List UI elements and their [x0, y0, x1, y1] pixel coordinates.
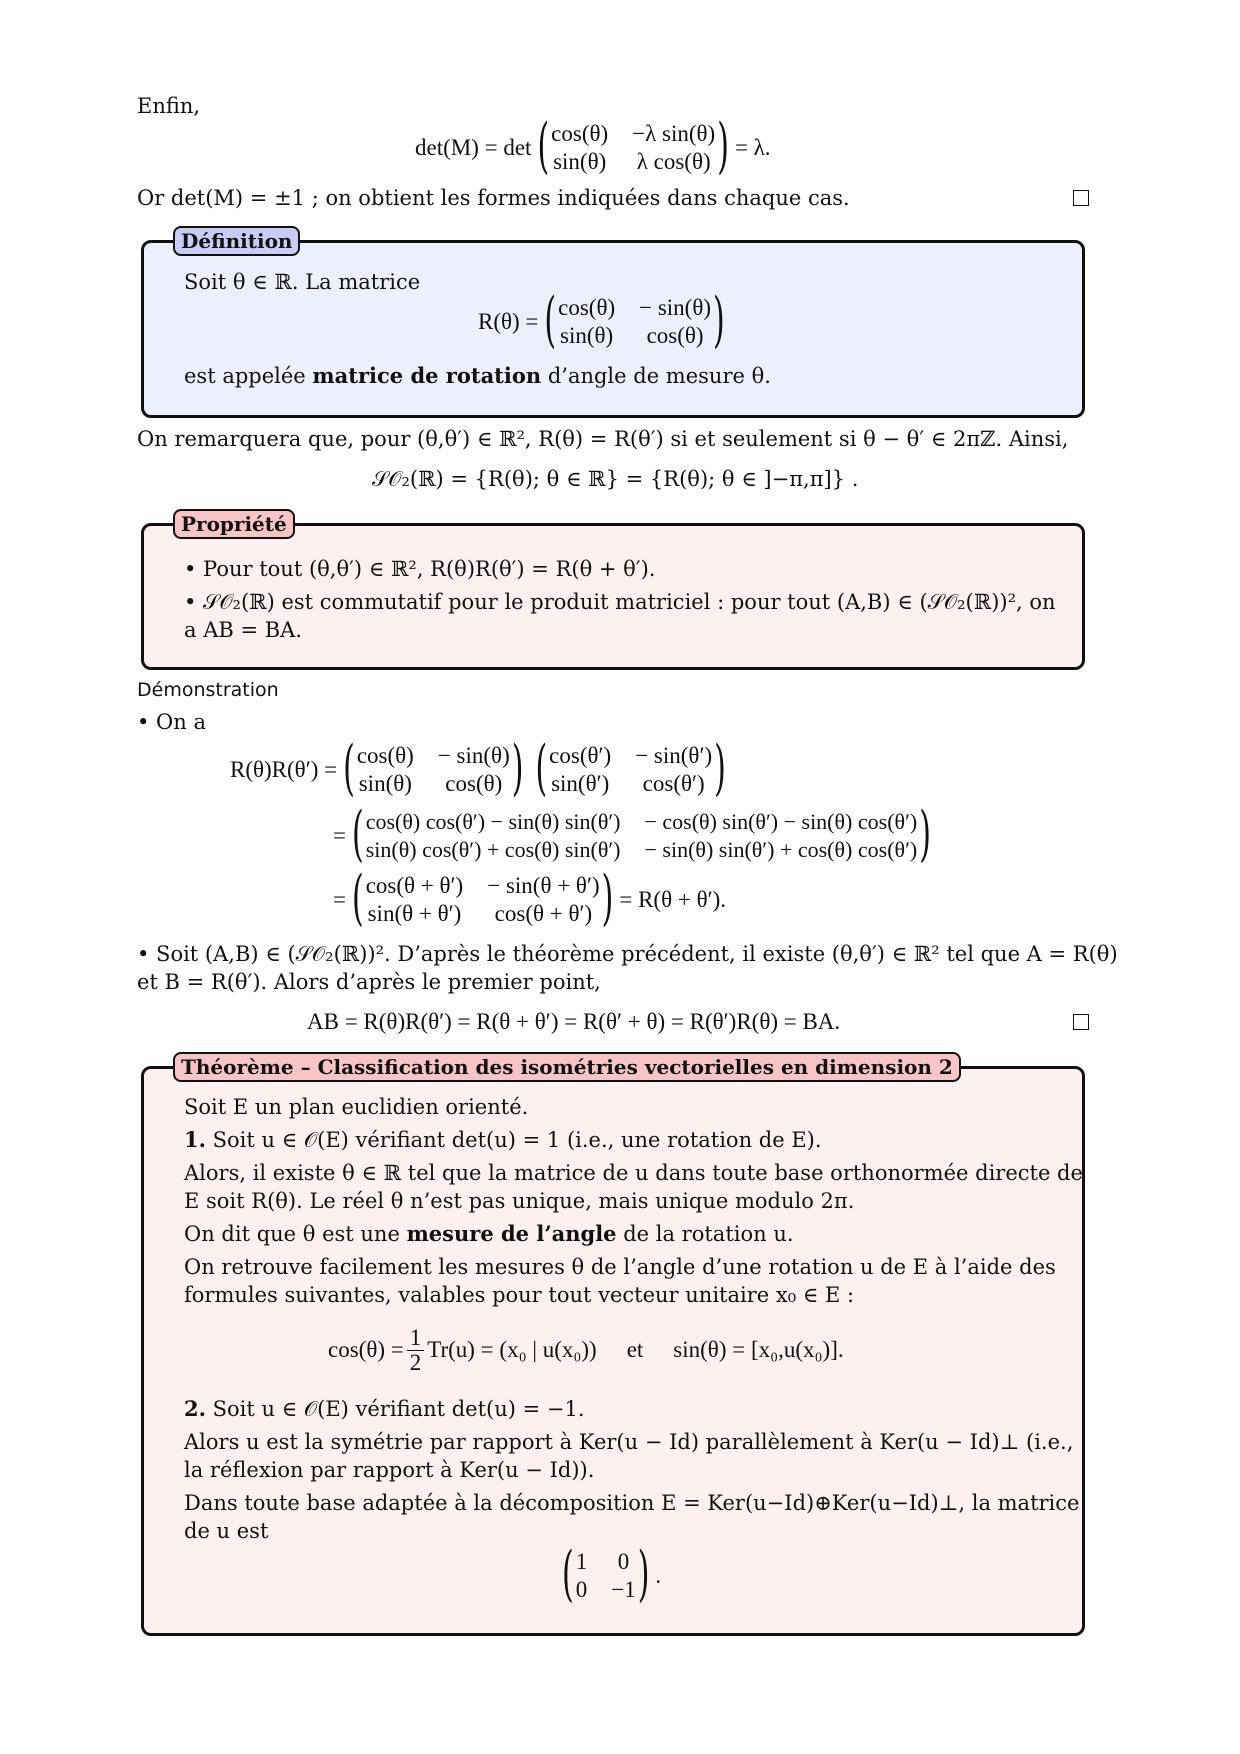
m3-01: − cos(θ) sin(θ′) − sin(θ) cos(θ′)	[644, 809, 918, 834]
thm-l2-text: Soit u ∈ 𝒪(E) vérifiant det(u) = 1 (i.e., une rotation de E).	[212, 1128, 822, 1152]
final-matrix: ( 1 0 0 −1 )	[562, 1540, 650, 1610]
r-matrix: ( cos(θ) − sin(θ) sin(θ) cos(θ) )	[544, 286, 725, 356]
m1-10: sin(θ)	[358, 771, 412, 796]
m1-11: cos(θ)	[445, 771, 503, 796]
thm-l7: formules suivantes, valables pour tout vecteur unitaire x₀ ∈ E :	[184, 1283, 855, 1307]
fm-00: 1	[575, 1549, 588, 1574]
qed-square-2	[1073, 1014, 1089, 1030]
demo-eq2	[333, 800, 937, 870]
demo-eq3	[333, 864, 727, 934]
qed-square-1	[1073, 190, 1089, 206]
property-tag: Propriété	[173, 509, 295, 539]
definition-line2	[184, 362, 771, 390]
thm-formulas	[328, 1322, 844, 1378]
thm-l8	[184, 1395, 585, 1423]
thm-l8-text: Soit u ∈ 𝒪(E) vérifiant det(u) = −1.	[212, 1397, 585, 1421]
r-lhs: R(θ) =	[478, 309, 539, 334]
m4-00: cos(θ + θ′)	[365, 873, 464, 898]
m1-01: − sin(θ)	[437, 743, 510, 768]
det-equation	[415, 112, 771, 182]
m1-00: cos(θ)	[356, 743, 414, 768]
thm-l8-num: 2.	[184, 1396, 206, 1421]
r-m-10: sin(θ)	[560, 323, 614, 348]
fm-10: 0	[575, 1577, 588, 1602]
thm-l2-num: 1.	[184, 1127, 206, 1152]
f-fraction	[407, 1326, 425, 1375]
m2-10: sin(θ′)	[551, 771, 610, 796]
m2-01: − sin(θ′)	[635, 743, 713, 768]
thm-l5-pre: On dit que θ est une	[184, 1222, 400, 1246]
f-sin: sin(θ) = [x₀,u(x₀)].	[673, 1337, 844, 1362]
eq1-lhs: R(θ)R(θ′) =	[230, 757, 338, 782]
thm-l4: E soit R(θ). Le réel θ n’est pas unique, mais unique modulo 2π.	[184, 1189, 855, 1213]
m2-11: cos(θ′)	[642, 771, 705, 796]
m3-10: sin(θ) cos(θ′) + cos(θ) sin(θ′)	[365, 837, 621, 862]
demo-m1: ( cos(θ) − sin(θ) sin(θ) cos(θ) )	[343, 734, 524, 804]
demo-on-a: • On a	[137, 710, 206, 734]
intro-enfin: Enfin,	[137, 94, 201, 118]
demo-m4: ( cos(θ + θ′) − sin(θ + θ′) sin(θ + θ′) cos(θ + θ′) )	[351, 864, 614, 934]
m2-00: cos(θ′)	[549, 743, 612, 768]
demo-p2-line2: et B = R(θ′). Alors d’après le premier point,	[137, 970, 601, 994]
property-item1: • Pour tout (θ,θ′) ∈ ℝ², R(θ)R(θ′) = R(θ + θ′).	[184, 557, 656, 581]
r-m-01: − sin(θ)	[639, 295, 712, 320]
m4-01: − sin(θ + θ′)	[487, 873, 600, 898]
demo-m2: ( cos(θ′) − sin(θ′) sin(θ′) cos(θ′) )	[535, 734, 726, 804]
eq2-sign: =	[333, 823, 346, 848]
theorem-tag: Théorème – Classification des isométries vectorielles en dimension 2	[173, 1052, 961, 1082]
thm-l11: Dans toute base adaptée à la décomposition E = Ker(u−Id)⊕Ker(u−Id)⊥, la matrice	[184, 1491, 1080, 1515]
demo-p2-line1: • Soit (A,B) ∈ (𝒮𝒪₂(ℝ))². D’après le théorème précédent, il existe (θ,θ′) ∈ ℝ² tel que A = R(θ)	[137, 942, 1118, 966]
f-den: 2	[409, 1349, 422, 1375]
thm-l9: Alors u est la symétrie par rapport à Ker(u − Id) parallèlement à Ker(u − Id)⊥ (i.e.,	[184, 1430, 1074, 1454]
intro-conclusion: Or det(M) = ±1 ; on obtient les formes indiquées dans chaque cas.	[137, 186, 850, 210]
m4-11: cos(θ + θ′)	[494, 901, 593, 926]
f-cos: cos(θ) =	[328, 1337, 404, 1362]
f-num: 1	[407, 1326, 425, 1351]
remark-so2: 𝒮𝒪₂(ℝ) = {R(θ); θ ∈ ℝ} = {R(θ); θ ∈ ]−π,π]} .	[372, 467, 859, 491]
rotation-matrix-def	[478, 286, 731, 356]
def-line2-post: d’angle de mesure θ.	[547, 364, 771, 388]
thm-l5-post: de la rotation u.	[623, 1222, 794, 1246]
definition-tag: Définition	[173, 226, 300, 256]
demo-p2-eq: AB = R(θ)R(θ′) = R(θ + θ′) = R(θ′ + θ) = R(θ′)R(θ) = BA.	[307, 1009, 841, 1034]
def-line2-bold: matrice de rotation	[312, 363, 542, 388]
def-line2-pre: est appelée	[184, 364, 306, 388]
thm-l10: la réflexion par rapport à Ker(u − Id)).	[184, 1458, 595, 1482]
f-et: et	[626, 1337, 644, 1362]
definition-line1: Soit θ ∈ ℝ. La matrice	[184, 270, 421, 294]
det-rhs: = λ.	[734, 135, 771, 160]
det-m-10: sin(θ)	[553, 149, 607, 174]
thm-l5	[184, 1220, 794, 1248]
eq3-rhs: = R(θ + θ′).	[619, 887, 727, 912]
r-m-11: cos(θ)	[646, 323, 704, 348]
demo-eq1	[230, 734, 732, 804]
m3-11: − sin(θ) sin(θ′) + cos(θ) cos(θ′)	[644, 837, 918, 862]
fm-11: −1	[611, 1577, 636, 1602]
m4-10: sin(θ + θ′)	[367, 901, 462, 926]
m3-00: cos(θ) cos(θ′) − sin(θ) sin(θ′)	[365, 809, 621, 834]
f-tr: Tr(u) = (x₀ | u(x₀))	[427, 1337, 597, 1362]
property-item2a: • 𝒮𝒪₂(ℝ) est commutatif pour le produit matriciel : pour tout (A,B) ∈ (𝒮𝒪₂(ℝ))², on	[184, 590, 1056, 614]
thm-l1: Soit E un plan euclidien orienté.	[184, 1095, 529, 1119]
thm-l3: Alors, il existe θ ∈ ℝ tel que la matrice de u dans toute base orthonormée directe de	[184, 1161, 1083, 1185]
demo-m3: ( cos(θ) cos(θ′) − sin(θ) sin(θ′) − cos(θ) sin(θ′) − sin(θ) cos(θ′) sin(θ) cos(θ′) + cos(θ) sin(θ′) − sin(θ) sin(θ′) + cos(θ) cos(θ′) )	[351, 800, 931, 870]
det-matrix: ( cos(θ) −λ sin(θ) sin(θ) λ cos(θ) )	[537, 112, 729, 182]
thm-l2	[184, 1126, 822, 1154]
det-m-01: −λ sin(θ)	[632, 121, 716, 146]
thm-l12: de u est	[184, 1519, 269, 1543]
demo-title: Démonstration	[137, 679, 279, 701]
thm-l5-bold: mesure de l’angle	[406, 1221, 617, 1246]
det-m-11: λ cos(θ)	[636, 149, 711, 174]
r-m-00: cos(θ)	[558, 295, 616, 320]
remark-line1: On remarquera que, pour (θ,θ′) ∈ ℝ², R(θ) = R(θ′) si et seulement si θ − θ′ ∈ 2πℤ. Ainsi,	[137, 427, 1069, 451]
property-item2b: a AB = BA.	[184, 618, 303, 642]
fm-01: 0	[617, 1549, 630, 1574]
final-matrix-eq	[556, 1540, 662, 1610]
det-lhs: det(M) = det	[415, 135, 532, 160]
final-dot: .	[655, 1563, 662, 1588]
eq3-sign: =	[333, 887, 346, 912]
det-m-00: cos(θ)	[551, 121, 609, 146]
thm-l6: On retrouve facilement les mesures θ de l’angle d’une rotation u de E à l’aide des	[184, 1255, 1056, 1279]
